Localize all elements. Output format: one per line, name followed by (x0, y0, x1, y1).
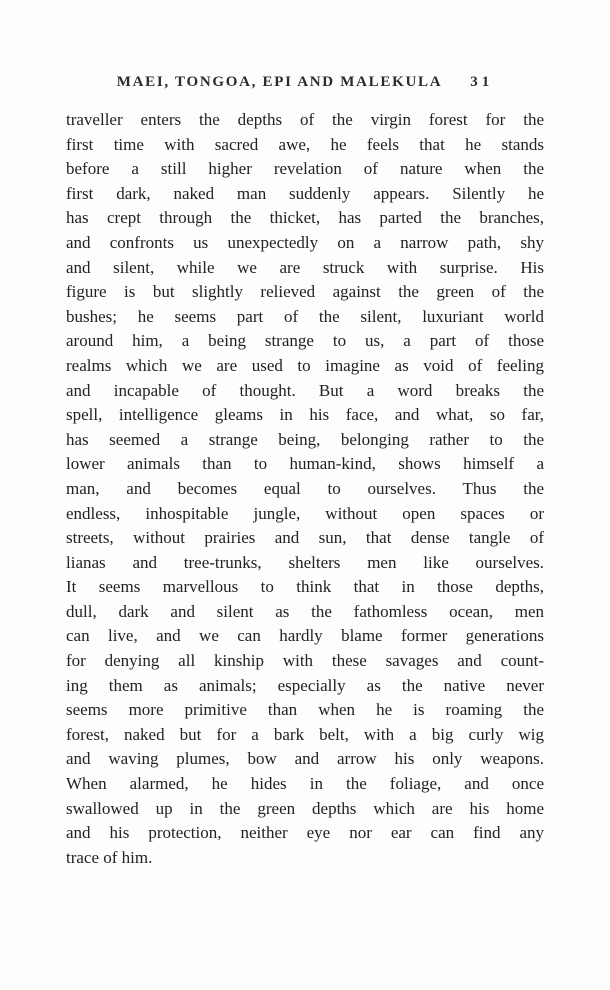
text-line: and silent, while we are struck with surprise. His (66, 257, 544, 277)
text-line: spell, intelligence gleams in his face, and what, so far, (66, 405, 544, 425)
page-number: 31 (470, 74, 494, 90)
page-header (66, 74, 544, 91)
text-line: traveller enters the depths of the virgin forest for the (66, 110, 544, 129)
text-line: It seems marvellous to think that in those depths, (66, 577, 544, 597)
text-line: lianas and tree-trunks, shelters men like ourselves. (66, 552, 544, 572)
text-line: and confronts us unexpectedly on a narrow path, shy (66, 232, 544, 252)
text-line: forest, naked but for a bark belt, with a big curly wig (66, 724, 544, 744)
text-line: and incapable of thought. But a word breaks the (66, 380, 544, 400)
text-line: first dark, naked man suddenly appears. Silently he (66, 183, 544, 203)
text-line: streets, without prairies and sun, that dense tangle of (66, 528, 544, 548)
text-line: around him, a being strange to us, a part of those (66, 331, 544, 351)
text-line: When alarmed, he hides in the foliage, and once (66, 774, 544, 794)
text-line: endless, inhospitable jungle, without open spaces or (66, 503, 544, 523)
text-line: realms which we are used to imagine as void of feeling (66, 355, 544, 375)
text-line: and waving plumes, bow and arrow his only weapons. (66, 749, 544, 769)
text-line: has seemed a strange being, belonging rather to the (66, 429, 544, 449)
text-line: seems more primitive than when he is roaming the (66, 700, 544, 720)
text-line: trace of him. (66, 847, 153, 867)
running-title: MAEI, TONGOA, EPI AND MALEKULA (116, 74, 443, 90)
text-line: before a still higher revelation of nature when the (66, 159, 544, 179)
text-line: ing them as animals; especially as the native never (66, 675, 544, 695)
text-line: and his protection, neither eye nor ear can find any (66, 823, 544, 843)
page-body (66, 108, 544, 870)
text-line: swallowed up in the green depths which are his home (66, 798, 544, 818)
text-line: figure is but slightly relieved against the green of the (66, 282, 544, 302)
text-line: first time with sacred awe, he feels that he stands (66, 134, 544, 154)
text-line: has crept through the thicket, has parted the branches, (66, 208, 544, 228)
text-line: can live, and we can hardly blame former generations (66, 626, 544, 646)
text-line: for denying all kinship with these savages and count- (66, 651, 544, 671)
text-line: man, and becomes equal to ourselves. Thus the (66, 478, 544, 498)
text-line: lower animals than to human-kind, shows himself a (66, 454, 544, 474)
text-line: dull, dark and silent as the fathomless ocean, men (66, 601, 544, 621)
text-line: bushes; he seems part of the silent, luxuriant world (66, 306, 544, 326)
